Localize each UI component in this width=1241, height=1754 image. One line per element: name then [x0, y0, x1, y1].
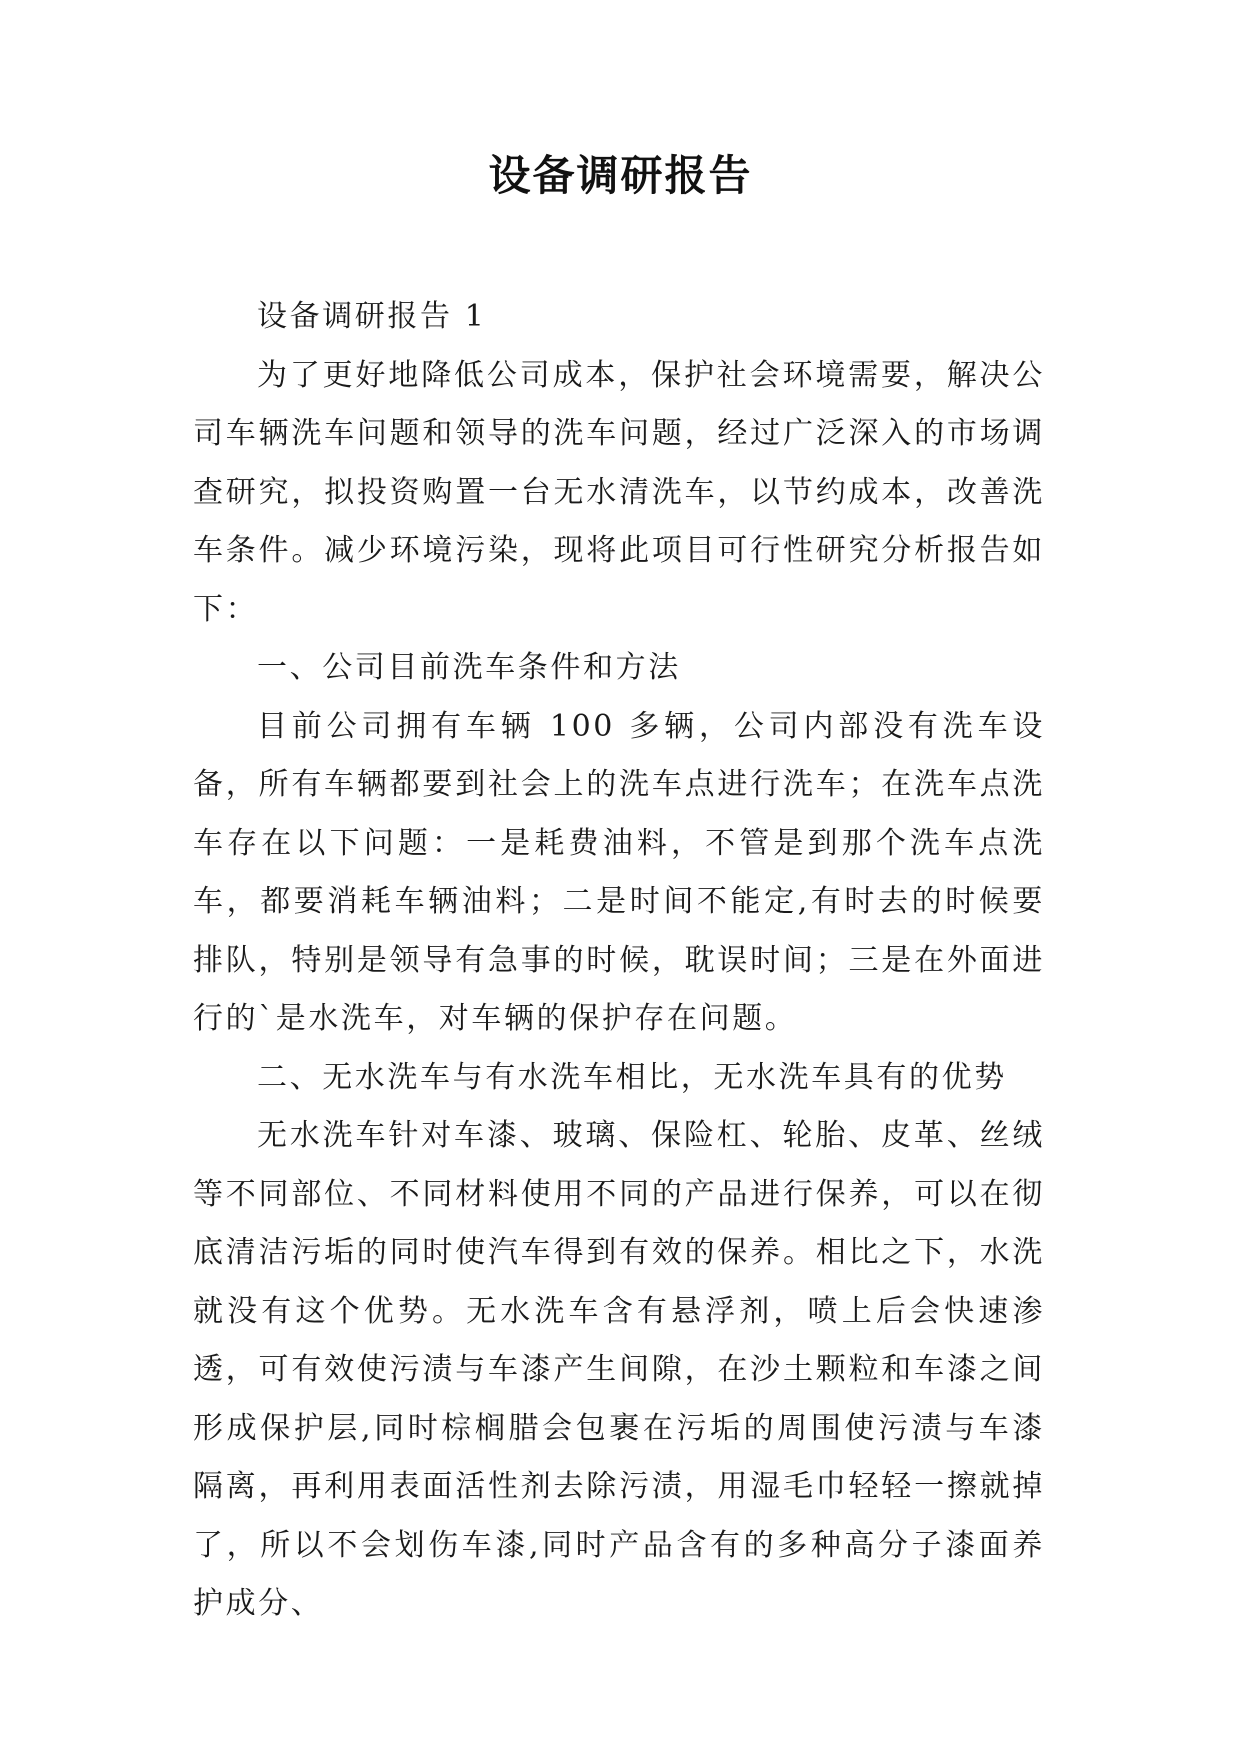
- paragraph-current-conditions: 目前公司拥有车辆 100 多辆，公司内部没有洗车设备，所有车辆都要到社会上的洗车点进行洗车；在洗车点洗车存在以下问题：一是耗费油料，不管是到那个洗车点洗车，都要消耗车辆油料；二是时间不能定,有时去的时候要排队，特别是领导有急事的时候，耽误时间；三是在外面进行的`是水洗车，对车辆的保护存在问题。: [193, 708, 1045, 1036]
- paragraph-advantages: 无水洗车针对车漆、玻璃、保险杠、轮胎、皮革、丝绒等不同部位、不同材料使用不同的产品进行保养，可以在彻底清洁污垢的同时使汽车得到有效的保养。相比之下，水洗就没有这个优势。无水洗车含有悬浮剂，喷上后会快速渗透，可有效使污渍与车漆产生间隙，在沙土颗粒和车漆之间形成保护层,同时棕榈腊会包裹在污垢的周围使污渍与车漆隔离，再利用表面活性剂去除污渍，用湿毛巾轻轻一擦就掉了，所以不会划伤车漆,同时产品含有的多种高分子漆面养护成分、: [193, 1118, 1045, 1621]
- section-subtitle: 设备调研报告 1: [257, 299, 487, 334]
- intro-paragraph: 为了更好地降低公司成本，保护社会环境需要，解决公司车辆洗车问题和领导的洗车问题，经过广泛深入的市场调查研究，拟投资购置一台无水清洗车，以节约成本，改善洗车条件。减少环境污染，现将此项目可行性研究分析报告如下：: [193, 357, 1045, 627]
- section-heading-1: 一、公司目前洗车条件和方法: [257, 650, 681, 685]
- document-body: [193, 288, 1045, 1634]
- section-heading-2: 二、无水洗车与有水洗车相比，无水洗车具有的优势: [257, 1059, 1007, 1095]
- document-title: 设备调研报告: [488, 151, 753, 200]
